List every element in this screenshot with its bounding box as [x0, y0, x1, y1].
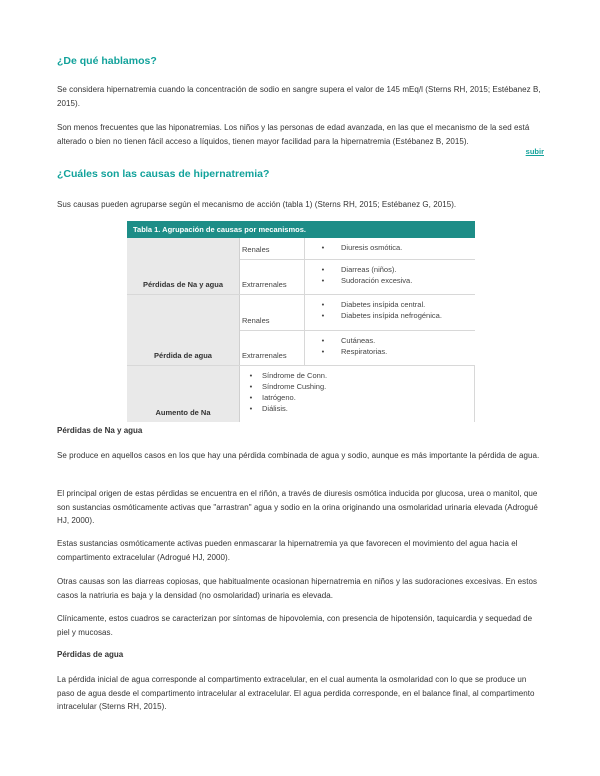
paragraph: La pérdida inicial de agua corresponde al compartimento extracelular, en el cual aumenta la osmolaridad con lo que se produce un paso de agua desde el compartimento intracelular al extracelular. El agua perdida corresponde, en el balance final, al compartimento intracelular (Sterns RH, 2015). — [57, 675, 535, 711]
list-item: • Diabetes insípida nefrogénica. — [321, 311, 442, 320]
causes-table — [127, 221, 475, 422]
paragraph: Se produce en aquellos casos en los que hay una pérdida combinada de agua y sodio, aunque es más importante la pérdida de agua. — [57, 451, 540, 460]
subsection-heading: Pérdidas de agua — [57, 650, 124, 659]
table-category: Aumento de Na — [127, 366, 240, 422]
subsection-heading: Pérdidas de Na y agua — [57, 426, 143, 435]
section-heading-que-hablamos: ¿De qué hablamos? — [57, 55, 157, 67]
table-title: Tabla 1. Agrupación de causas por mecanismos. — [127, 221, 475, 238]
subgroup-name: Extrarrenales — [240, 260, 305, 294]
back-to-top-link[interactable]: subir — [525, 147, 544, 156]
subgroup-name: Renales — [240, 295, 305, 330]
list-item: • Diarreas (niños). — [321, 265, 397, 274]
table-row — [127, 238, 475, 295]
list-item: • Síndrome de Conn. — [249, 371, 328, 380]
paragraph: Otras causas son las diarreas copiosas, que habitualmente ocasionan hipernatremia en niños y las sudoraciones excesivas. En estos casos la natriuria es baja y la densidad (no osmolaridad) urinaria es elevada. — [57, 577, 538, 600]
subgroup-name: Renales — [240, 238, 305, 259]
table-row — [127, 295, 475, 366]
subgroup-name: Extrarrenales — [240, 331, 305, 365]
list-item: • Diálisis. — [249, 404, 288, 413]
list-item: • Diabetes insípida central. — [321, 300, 426, 309]
list-item: • Iatrógeno. — [249, 393, 296, 402]
list-item: • Cutáneas. — [321, 336, 376, 345]
paragraph: Se considera hipernatremia cuando la concentración de sodio en sangre supera el valor de 145 mEq/l (Sterns RH, 2015; Estébanez B, 2015). — [57, 85, 541, 108]
paragraph: Clínicamente, estos cuadros se caracterizan por síntomas de hipovolemia, con presencia de hipotensión, taquicardia y sequedad de piel y mucosas. — [57, 614, 533, 637]
list-item: • Diuresis osmótica. — [321, 243, 403, 252]
list-item: • Respiratorias. — [321, 347, 388, 356]
section-heading-causas: ¿Cuáles son las causas de hipernatremia? — [57, 168, 270, 180]
list-item: • Sudoración excesiva. — [321, 276, 413, 285]
table-row — [127, 366, 475, 422]
paragraph: El principal origen de estas pérdidas se encuentra en el riñón, a través de diuresis osmótica inducida por glucosa, urea o manitol, que son sustancias osmóticamente activas que "arrastran" agua y sodio en la orina originando una osmolaridad urinaria elevada (Adrogué HJ, 2000). — [57, 489, 538, 525]
paragraph: Sus causas pueden agruparse según el mecanismo de acción (tabla 1) (Sterns RH, 2015; Estébanez G, 2015). — [57, 200, 457, 209]
list-item: • Síndrome Cushing. — [249, 382, 327, 391]
table-category: Pérdida de agua — [127, 295, 240, 365]
paragraph: Estas sustancias osmóticamente activas pueden enmascarar la hipernatremia ya que favorecen el movimiento del agua hacia el compartimento extracelular (Adrogué HJ, 2000). — [57, 539, 518, 562]
paragraph: Son menos frecuentes que las hiponatremias. Los niños y las personas de edad avanzada, en las que el mecanismo de la sed está alterado o bien no tienen fácil acceso a líquidos, tienen mayor facilidad para la hipernatremia (Estébanez B, 2015). — [57, 123, 530, 146]
table-category: Pérdidas de Na y agua — [127, 238, 240, 294]
